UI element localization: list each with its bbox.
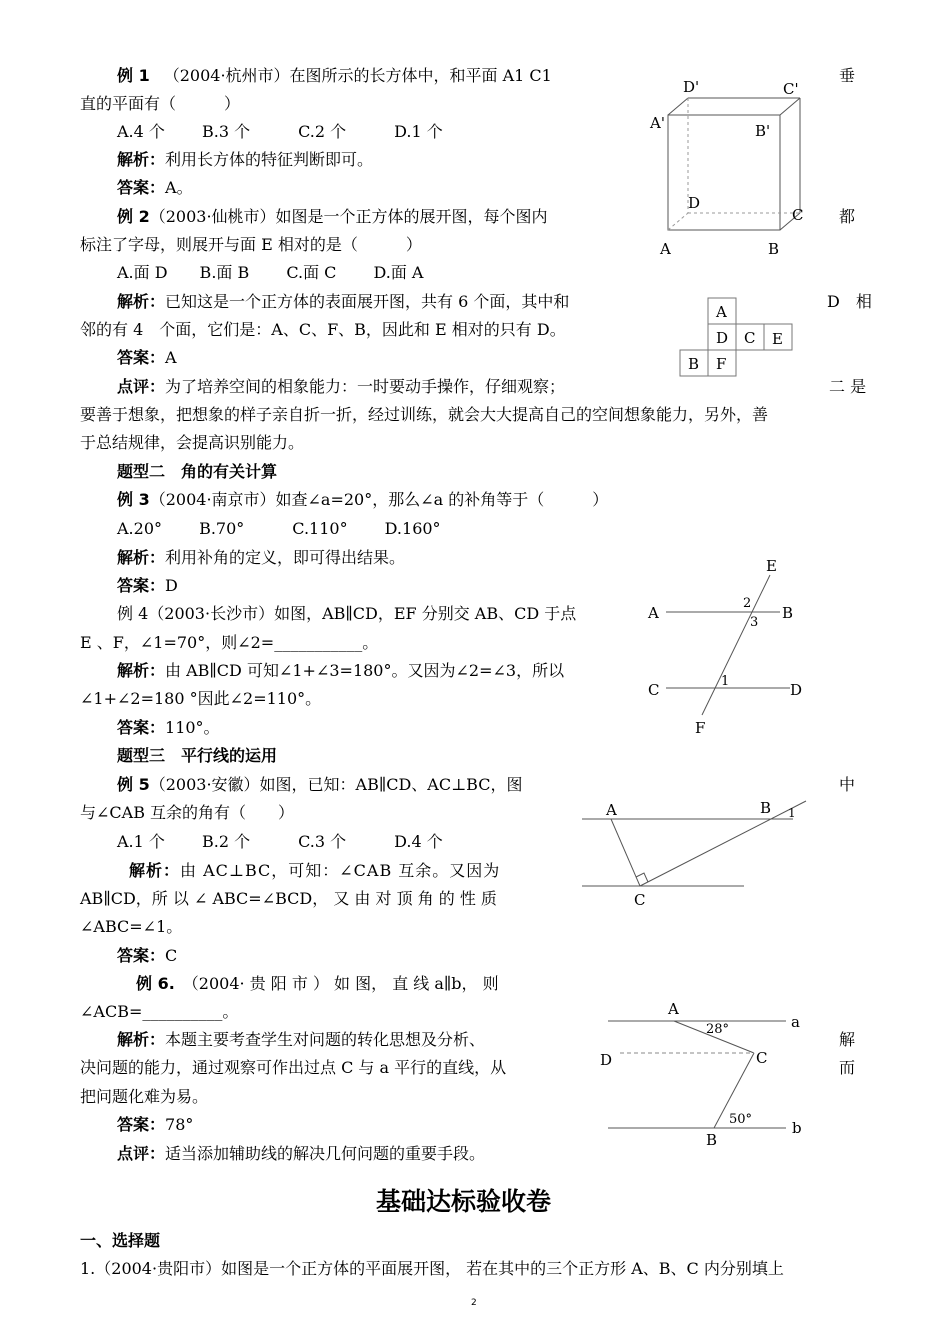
ex1-options: A.4 个 B.3 个 C.2 个 D.1 个: [117, 122, 443, 141]
fig5-label-b: B: [706, 1131, 718, 1149]
analysis-label: 解析：: [117, 150, 166, 169]
answer-text: D: [165, 576, 178, 595]
fig4-label-a: A: [606, 801, 617, 819]
comment-text: 为了培养空间的相象能力：一时要动手操作，仔细观察；: [165, 377, 566, 396]
label-a: A: [660, 240, 671, 258]
ex2-answer: [117, 348, 177, 368]
analysis-text: 利用补角的定义，即可得出结果。: [165, 548, 406, 567]
ex3-label: 例 3: [117, 490, 150, 509]
parallel-angle-figure: [596, 995, 816, 1150]
ex1-text1: （2004·杭州市）在图所示的长方体中，和平面 A1 C1: [163, 66, 552, 85]
ex2-comment1: [117, 377, 565, 397]
ex4-line2: E 、F，∠1=70°，则∠2=___________。: [80, 633, 379, 652]
type2-heading: 题型二 角的有关计算: [117, 462, 278, 481]
type3-heading: 题型三 平行线的运用: [117, 746, 278, 765]
ex6-analysis3: 把问题化难为易。: [80, 1087, 209, 1106]
ex1-analysis: [117, 150, 373, 170]
net-label-b: B: [688, 355, 700, 373]
ex5-analysis2: AB∥CD，所 以 ∠ ABC=∠BCD， 又 由 对 顶 角 的 性 质: [80, 889, 497, 908]
right-angle-figure: [578, 793, 818, 913]
ex1-tail: 垂: [839, 66, 856, 85]
analysis-label: 解析：: [117, 548, 166, 567]
net-label-a: A: [716, 303, 727, 321]
fig3-label-f: F: [695, 719, 706, 737]
page-number: 2: [471, 1298, 477, 1308]
fig3-angle2: 2: [743, 596, 752, 611]
ex1-label: 例 1: [117, 66, 150, 85]
analysis-text: 利用长方体的特征判断即可。: [165, 150, 374, 169]
ex3-answer: [117, 576, 178, 596]
net-label-d: D: [716, 329, 729, 347]
ex3-line1: [117, 490, 608, 510]
ex5-analysis1: [129, 861, 500, 881]
ex1-line1: [117, 66, 552, 86]
ex2-label: 例 2: [117, 207, 150, 226]
answer-text: 110°。: [165, 718, 220, 737]
ex5-text1: （2003·安徽）如图，已知：AB∥CD、AC⊥BC，图: [149, 775, 523, 794]
ex5-answer: [117, 946, 177, 966]
analysis-text: 本题主要考查学生对问题的转化思想及分析、: [165, 1030, 486, 1049]
analysis-text: 由 AB∥CD 可知∠1+∠3=180°。又因为∠2=∠3，所以: [165, 661, 565, 680]
ex2-text1: （2003·仙桃市）如图是一个正方体的展开图，每个图内: [149, 207, 548, 226]
fig5-angle-50: 50°: [729, 1112, 753, 1127]
answer-label: 答案：: [117, 1115, 166, 1134]
ex6-tail2: 而: [839, 1058, 856, 1077]
label-d1: D': [683, 78, 700, 96]
comment-label: 点评：: [117, 377, 166, 396]
cube-net-figure: [678, 296, 798, 378]
label-d: D: [688, 194, 701, 212]
cuboid-figure: [640, 70, 820, 260]
fig3-angle3: 3: [750, 615, 759, 630]
ex2-comment-tail: 二 是: [829, 377, 867, 396]
analysis-text: 由 AC⊥BC，可知：∠CAB 互余。又因为: [180, 861, 501, 880]
analysis-label: 解析：: [117, 1030, 166, 1049]
net-label-c: C: [744, 329, 756, 347]
ex1-line2: 直的平面有（ ）: [80, 94, 241, 113]
answer-label: 答案：: [117, 348, 166, 367]
ex6-line1: [136, 974, 499, 994]
label-a1: A': [650, 114, 665, 132]
ex1-answer: [117, 178, 193, 198]
ex5-line1: [117, 775, 522, 795]
label-c: C: [792, 206, 804, 224]
ex4-analysis1: [117, 661, 564, 681]
ex4-analysis2: ∠1+∠2=180 °因此∠2=110°。: [80, 689, 322, 708]
part1-heading: 一、选择题: [80, 1231, 161, 1250]
ex6-label: 例 6.: [136, 974, 175, 993]
fig3-label-e: E: [766, 557, 777, 575]
ex5-options: A.1 个 B.2 个 C.3 个 D.4 个: [117, 832, 443, 851]
comment-text: 适当添加辅助线的解决几何问题的重要手段。: [165, 1144, 486, 1163]
comment-label: 点评：: [117, 1144, 166, 1163]
ex2-tail: 都: [839, 207, 856, 226]
section-title: 基础达标验收卷: [376, 1187, 552, 1216]
answer-label: 答案：: [117, 576, 166, 595]
fig5-line-a: a: [791, 1013, 800, 1031]
answer-text: A: [165, 348, 177, 367]
fig3-label-b: B: [782, 604, 794, 622]
ex3-options: A.20° B.70° C.110° D.160°: [117, 519, 441, 538]
answer-label: 答案：: [117, 178, 166, 197]
ex6-analysis2: 决问题的能力，通过观察可作出过点 C 与 a 平行的直线，从: [80, 1058, 507, 1077]
analysis-label: 解析：: [129, 861, 181, 880]
fig4-label-b: B: [760, 799, 772, 817]
ex2-analysis: [117, 292, 569, 312]
ex5-tail: 中: [839, 775, 856, 794]
ex3-text1: （2004·南京市）如查∠a=20°，那么∠a 的补角等于（ ）: [149, 490, 609, 509]
answer-text: C: [165, 946, 178, 965]
ex6-answer: [117, 1115, 193, 1135]
net-label-e: E: [772, 330, 783, 348]
fig5-angle-28: 28°: [706, 1022, 730, 1037]
fig4-label-c: C: [634, 891, 646, 909]
analysis-label: 解析：: [117, 661, 166, 680]
ex6-line2: ∠ACB=__________。: [80, 1002, 239, 1021]
label-b: B: [768, 240, 780, 258]
analysis-label: 解析：: [117, 292, 166, 311]
answer-text: 78°: [165, 1115, 194, 1134]
ex5-analysis3: ∠ABC=∠1。: [80, 917, 183, 936]
ex2-line2: 标注了字母，则展开与面 E 相对的是（ ）: [80, 235, 422, 254]
ex6-text1: （2004· 贵 阳 市 ） 如 图， 直 线 a∥b， 则: [182, 974, 499, 993]
ex3-analysis: [117, 548, 405, 568]
fig5-label-a: A: [668, 1000, 679, 1018]
label-b1: B': [755, 122, 771, 140]
ex2-line1: [117, 207, 548, 227]
answer-label: 答案：: [117, 946, 166, 965]
fig3-label-c: C: [648, 681, 660, 699]
fig4-angle1: 1: [788, 806, 796, 820]
fig5-label-c: C: [756, 1049, 768, 1067]
net-label-f: F: [716, 355, 727, 373]
ex4-answer: [117, 718, 220, 738]
parallel-transversal-figure: [640, 555, 820, 740]
fig5-line-b: b: [792, 1119, 802, 1137]
fig3-label-d: D: [790, 681, 803, 699]
ex2-comment3: 于总结规律，会提高识别能力。: [80, 433, 305, 452]
ex2-analysis2: 邻的有 4 个面，它们是：A、C、F、B，因此和 E 相对的只有 D。: [80, 320, 566, 339]
fig5-label-d: D: [600, 1051, 613, 1069]
ex2-comment2: 要善于想象，把想象的样子亲自折一折，经过训练，就会大大提高自己的空间想象能力，另外，善: [80, 405, 769, 424]
ex5-label: 例 5: [117, 775, 150, 794]
ex4-line1: 例 4（2003·长沙市）如图，AB∥CD，EF 分别交 AB、CD 于点: [117, 604, 577, 623]
ex6-comment: [117, 1144, 485, 1164]
fig3-angle1: 1: [721, 674, 730, 689]
ex2-options: A.面 D B.面 B C.面 C D.面 A: [117, 263, 424, 282]
answer-text: A。: [165, 178, 193, 197]
part1-q1: 1.（2004·贵阳市）如图是一个正方体的平面展开图， 若在其中的三个正方形 A、B、C 内分别填上: [80, 1259, 784, 1278]
fig3-label-a: A: [648, 604, 659, 622]
ex5-line2: 与∠CAB 互余的角有（ ）: [80, 803, 295, 822]
ex6-tail1: 解: [839, 1030, 856, 1049]
answer-label: 答案：: [117, 718, 166, 737]
ex2-analysis-tail: D 相: [827, 292, 872, 311]
analysis-text: 已知这是一个正方体的表面展开图，共有 6 个面，其中和: [165, 292, 570, 311]
ex6-analysis1: [117, 1030, 485, 1050]
label-c1: C': [783, 80, 799, 98]
